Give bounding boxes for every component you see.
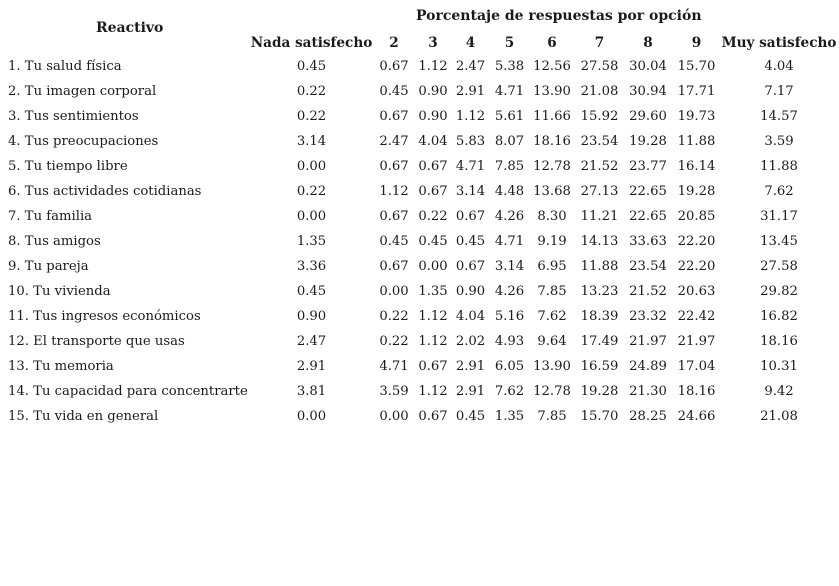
column-header: 5	[504, 34, 515, 51]
percentage-cell: 1.12	[418, 59, 448, 74]
percentage-cell: 4.71	[494, 84, 525, 99]
percentage-cell: 5.38	[494, 59, 525, 74]
percentage-cell: 3.59	[379, 384, 409, 399]
table-row	[5, 304, 837, 329]
percentage-cell: 11.88	[760, 159, 798, 174]
percentage-cell: 0.00	[379, 409, 409, 424]
percentage-cell: 13.90	[533, 84, 571, 99]
percentage-cell: 4.71	[455, 159, 486, 174]
percentage-cell: 0.67	[379, 259, 409, 274]
percentage-cell: 18.16	[677, 384, 716, 399]
percentage-cell: 11.21	[580, 209, 619, 224]
percentage-cell: 2.47	[296, 334, 327, 349]
percentage-cell: 14.57	[760, 109, 798, 124]
percentage-cell: 5.16	[494, 309, 525, 324]
percentage-cell: 4.26	[494, 209, 525, 224]
percentage-cell: 0.67	[455, 209, 486, 224]
table-row	[5, 104, 837, 129]
percentage-cell: 11.88	[580, 259, 619, 274]
percentage-cell: 5.83	[455, 134, 486, 149]
percentage-cell: 16.82	[760, 309, 798, 324]
percentage-cell: 0.22	[296, 84, 327, 99]
percentage-cell: 0.67	[418, 359, 448, 374]
percentage-cell: 3.59	[764, 134, 794, 149]
percentage-cell: 18.39	[580, 309, 619, 324]
row-label: 1. Tu salud física	[8, 59, 122, 74]
percentage-cell: 7.85	[494, 159, 525, 174]
percentage-cell: 19.28	[580, 384, 619, 399]
percentage-cell: 18.16	[533, 134, 571, 149]
percentage-cell: 0.45	[296, 59, 327, 74]
percentage-cell: 9.19	[537, 234, 567, 249]
percentage-cell: 3.81	[296, 384, 327, 399]
percentage-cell: 0.45	[379, 84, 409, 99]
table-row	[5, 354, 837, 379]
percentage-cell: 4.93	[494, 334, 525, 349]
table-row	[5, 329, 837, 354]
percentage-cell: 23.77	[629, 159, 667, 174]
column-header: 4	[465, 34, 476, 51]
percentage-cell: 1.35	[296, 234, 327, 249]
column-header: Muy satisfecho	[721, 34, 837, 51]
percentage-cell: 0.90	[418, 109, 448, 124]
percentage-cell: 0.00	[296, 409, 327, 424]
percentage-cell: 13.45	[760, 234, 798, 249]
column-header: Nada satisfecho	[250, 34, 373, 51]
table-row	[5, 154, 837, 179]
table-row	[5, 54, 837, 79]
row-label: 6. Tus actividades cotidianas	[8, 184, 202, 199]
percentage-cell: 29.60	[629, 109, 667, 124]
table-row	[5, 179, 837, 204]
table-row	[5, 204, 837, 229]
percentage-cell: 4.26	[494, 284, 525, 299]
percentage-cell: 0.90	[296, 309, 327, 324]
table-row	[5, 404, 837, 429]
percentage-cell: 16.59	[580, 359, 619, 374]
percentage-cell: 0.90	[418, 84, 448, 99]
percentage-cell: 23.54	[629, 259, 667, 274]
percentage-cell: 12.56	[533, 59, 571, 74]
percentage-cell: 0.45	[418, 234, 448, 249]
row-label: 13. Tu memoria	[8, 359, 114, 374]
percentage-cell: 0.67	[418, 184, 448, 199]
percentage-cell: 2.47	[379, 134, 409, 149]
percentage-cell: 5.61	[494, 109, 525, 124]
percentage-cell: 6.05	[494, 359, 525, 374]
percentage-cell: 15.92	[580, 109, 619, 124]
table-row	[5, 254, 837, 279]
percentage-cell: 1.12	[455, 109, 486, 124]
percentage-cell: 28.25	[629, 409, 667, 424]
row-label: 10. Tu vivienda	[8, 284, 111, 299]
percentage-cell: 22.65	[629, 184, 667, 199]
percentage-cell: 0.45	[455, 234, 486, 249]
percentage-cell: 2.91	[455, 359, 486, 374]
percentage-cell: 7.62	[764, 184, 794, 199]
percentage-cell: 2.91	[455, 84, 486, 99]
column-header-row	[5, 31, 837, 54]
column-header: 8	[643, 34, 653, 51]
percentage-cell: 12.78	[533, 159, 571, 174]
column-header: 9	[691, 34, 702, 51]
percentage-cell: 0.22	[418, 209, 448, 224]
percentage-cell: 31.17	[760, 209, 798, 224]
percentage-cell: 0.45	[379, 234, 409, 249]
row-label: 2. Tu imagen corporal	[8, 84, 157, 99]
satisfaction-table	[5, 31, 837, 429]
percentage-cell: 15.70	[580, 409, 619, 424]
row-label: 11. Tus ingresos económicos	[8, 309, 201, 324]
percentage-cell: 0.00	[296, 209, 327, 224]
percentage-cell: 24.89	[629, 359, 667, 374]
percentage-cell: 0.45	[455, 409, 486, 424]
table-body	[5, 54, 837, 429]
percentage-cell: 0.90	[455, 284, 486, 299]
percentage-cell: 23.32	[629, 309, 667, 324]
percentage-cell: 21.97	[677, 334, 716, 349]
percentage-cell: 22.65	[629, 209, 667, 224]
percentage-cell: 7.85	[537, 409, 567, 424]
row-label: 4. Tus preocupaciones	[8, 134, 159, 149]
table-row	[5, 79, 837, 104]
percentage-cell: 13.23	[580, 284, 619, 299]
percentage-cell: 7.62	[537, 309, 567, 324]
percentage-cell: 6.95	[537, 259, 567, 274]
percentage-cell: 0.67	[379, 59, 409, 74]
percentage-cell: 21.97	[629, 334, 667, 349]
percentage-cell: 0.22	[379, 334, 409, 349]
row-label: 14. Tu capacidad para concentrarte	[8, 384, 248, 399]
row-label: 8. Tus amigos	[8, 234, 101, 249]
table-row	[5, 279, 837, 304]
percentage-cell: 11.66	[533, 109, 571, 124]
percentage-cell: 0.00	[418, 259, 448, 274]
percentage-cell: 0.67	[455, 259, 486, 274]
percentage-cell: 13.68	[533, 184, 571, 199]
percentage-cell: 0.22	[296, 184, 327, 199]
percentage-cell: 1.35	[418, 284, 448, 299]
percentage-cell: 30.04	[629, 59, 667, 74]
percentage-cell: 4.04	[455, 309, 486, 324]
percentage-cell: 17.04	[677, 359, 716, 374]
percentage-cell: 0.67	[418, 409, 448, 424]
table-row	[5, 379, 837, 404]
percentage-cell: 21.52	[629, 284, 667, 299]
column-header: 2	[389, 34, 399, 51]
percentage-cell: 12.78	[533, 384, 571, 399]
column-header: 3	[428, 34, 438, 51]
percentage-cell: 30.94	[629, 84, 667, 99]
percentage-cell: 0.45	[296, 284, 327, 299]
row-label: 15. Tu vida en general	[8, 409, 159, 424]
percentage-cell: 0.00	[379, 284, 409, 299]
percentage-cell: 19.28	[677, 184, 716, 199]
percentage-cell: 3.36	[296, 259, 327, 274]
percentage-cell: 21.08	[760, 409, 798, 424]
percentage-cell: 16.14	[677, 159, 716, 174]
percentage-cell: 33.63	[629, 234, 667, 249]
percentage-cell: 24.66	[677, 409, 716, 424]
percentage-cell: 0.67	[379, 159, 409, 174]
percentage-cell: 2.02	[455, 334, 486, 349]
percentage-cell: 20.85	[677, 209, 716, 224]
percentage-cell: 9.42	[764, 384, 794, 399]
column-header-blank	[5, 31, 250, 54]
percentage-group-header: Porcentaje de respuestas por opción	[416, 8, 702, 24]
percentage-cell: 14.13	[580, 234, 619, 249]
table-row	[5, 129, 837, 154]
percentage-cell: 4.71	[379, 359, 409, 374]
percentage-cell: 4.71	[494, 234, 525, 249]
reactivo-header: Reactivo	[96, 20, 164, 36]
percentage-cell: 0.00	[296, 159, 327, 174]
percentage-cell: 23.54	[580, 134, 619, 149]
percentage-cell: 13.90	[533, 359, 571, 374]
percentage-cell: 18.16	[760, 334, 798, 349]
column-header: 6	[547, 34, 557, 51]
percentage-cell: 7.85	[537, 284, 567, 299]
percentage-cell: 1.12	[418, 384, 448, 399]
percentage-cell: 4.48	[494, 184, 525, 199]
row-label: 7. Tu familia	[8, 209, 93, 224]
percentage-cell: 8.07	[494, 134, 525, 149]
percentage-cell: 29.82	[760, 284, 798, 299]
percentage-cell: 19.73	[677, 109, 716, 124]
percentage-cell: 4.04	[764, 59, 794, 74]
column-header: 7	[594, 34, 605, 51]
percentage-cell: 1.12	[379, 184, 409, 199]
percentage-cell: 17.49	[580, 334, 619, 349]
percentage-cell: 21.52	[580, 159, 619, 174]
percentage-cell: 9.64	[537, 334, 567, 349]
percentage-cell: 27.58	[760, 259, 798, 274]
row-label: 5. Tu tiempo libre	[8, 159, 128, 174]
table-row	[5, 229, 837, 254]
percentage-cell: 0.67	[418, 159, 448, 174]
percentage-cell: 0.22	[296, 109, 327, 124]
percentage-cell: 15.70	[677, 59, 716, 74]
percentage-cell: 1.12	[418, 334, 448, 349]
percentage-cell: 2.91	[455, 384, 486, 399]
percentage-cell: 10.31	[760, 359, 798, 374]
percentage-cell: 3.14	[494, 259, 525, 274]
row-label: 12. El transporte que usas	[8, 334, 185, 349]
percentage-cell: 27.13	[580, 184, 619, 199]
percentage-cell: 21.08	[580, 84, 619, 99]
row-label: 3. Tus sentimientos	[8, 109, 139, 124]
percentage-cell: 2.47	[455, 59, 486, 74]
row-label: 9. Tu pareja	[8, 259, 89, 274]
percentage-cell: 27.58	[580, 59, 619, 74]
percentage-cell: 22.20	[677, 259, 716, 274]
percentage-cell: 19.28	[629, 134, 667, 149]
percentage-cell: 0.22	[379, 309, 409, 324]
percentage-cell: 0.67	[379, 209, 409, 224]
percentage-cell: 3.14	[455, 184, 486, 199]
percentage-cell: 1.12	[418, 309, 448, 324]
percentage-cell: 7.17	[764, 84, 794, 99]
percentage-cell: 0.67	[379, 109, 409, 124]
percentage-cell: 1.35	[494, 409, 525, 424]
percentage-cell: 20.63	[677, 284, 716, 299]
percentage-cell: 3.14	[296, 134, 327, 149]
percentage-cell: 21.30	[629, 384, 667, 399]
percentage-cell: 17.71	[677, 84, 716, 99]
percentage-cell: 2.91	[296, 359, 327, 374]
percentage-cell: 22.20	[677, 234, 716, 249]
percentage-cell: 7.62	[494, 384, 525, 399]
percentage-cell: 22.42	[677, 309, 716, 324]
percentage-cell: 8.30	[537, 209, 567, 224]
percentage-cell: 4.04	[418, 134, 448, 149]
percentage-cell: 11.88	[677, 134, 716, 149]
